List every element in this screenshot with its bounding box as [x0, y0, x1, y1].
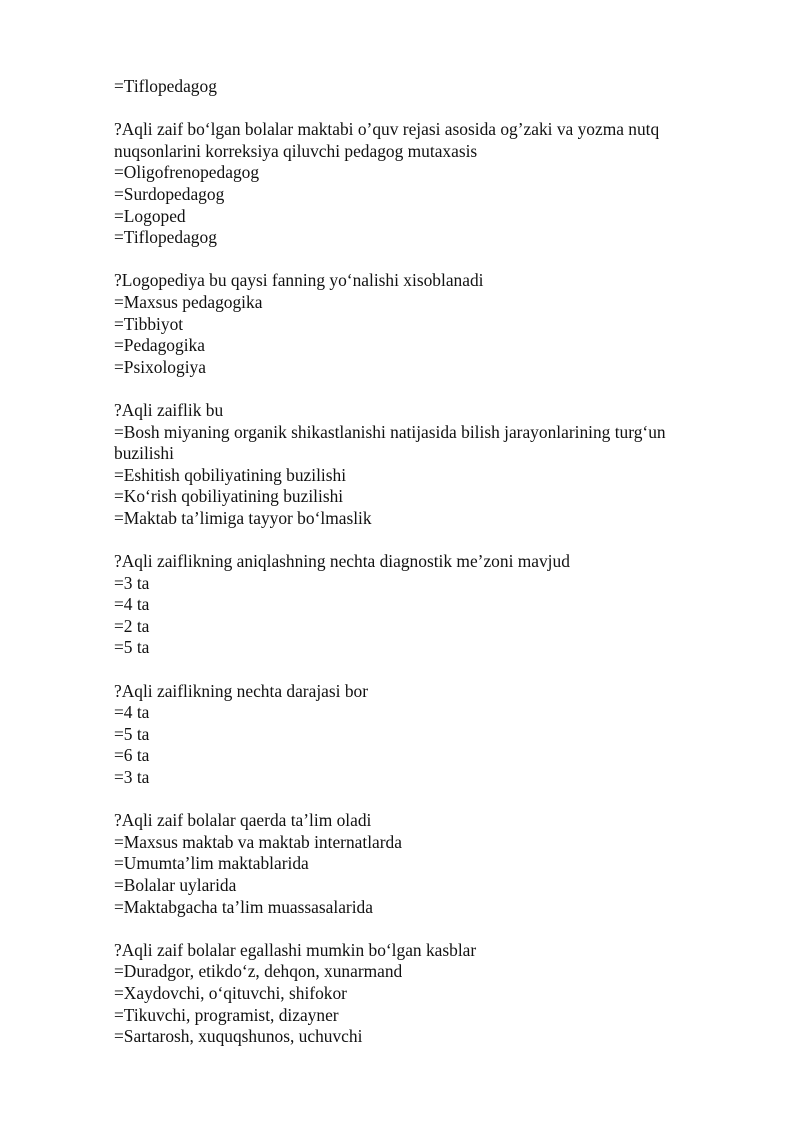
answer-option: =Tibbiyot [114, 313, 184, 334]
question-text: ?Aqli zaiflikning nechta darajasi bor [114, 680, 368, 701]
question-block [114, 681, 714, 789]
question-text: ?Aqli zaiflik bu [114, 399, 224, 420]
answer-option: =Bolalar uylarida [114, 874, 237, 895]
answer-option: =Maktab ta’limiga tayyor bo‘lmaslik [114, 507, 372, 528]
answer-option: =3 ta [114, 767, 150, 787]
answer-option: =4 ta [114, 594, 150, 615]
question-block [114, 270, 714, 378]
question-text: ?Aqli zaif bolalar qaerda ta’lim oladi [114, 810, 372, 831]
answer-option: =Oligofrenopedagog [114, 162, 260, 183]
question-block [114, 551, 714, 659]
question-text: ?Logopediya bu qaysi fanning yo‘nalishi xisoblanadi [114, 270, 484, 291]
answer-option: =5 ta [114, 723, 150, 744]
answer-option: =Psixologiya [114, 356, 206, 377]
answer-option: =Tiflopedagog [114, 227, 217, 248]
question-text: ?Aqli zaiflikning aniqlashning nechta diagnostik me’zoni mavjud [114, 551, 570, 572]
question-block [114, 400, 714, 530]
answer-option: =Duradgor, etikdo‘z, dehqon, xunarmand [114, 961, 403, 982]
answer-option: =Sartarosh, xuquqshunos, uchuvchi [114, 1026, 363, 1047]
answer-option: =5 ta [114, 637, 150, 658]
answer-option: =Maktabgacha ta’lim muassasalarida [114, 896, 373, 917]
question-block [114, 940, 714, 1048]
question-text: ?Aqli zaif bo‘lgan bolalar maktabi o’quv rejasi asosida og’zaki va yozma nutq nuqsonlarini korreksiya qiluvchi pedagog mutaxasis [114, 119, 660, 161]
question-block [114, 810, 714, 918]
question-block [114, 119, 714, 249]
answer-option: =3 ta [114, 572, 150, 593]
answer-option: =4 ta [114, 702, 150, 723]
answer-option: =2 ta [114, 615, 150, 636]
answer-option: =Umumta’lim maktablarida [114, 853, 309, 874]
intro-answer: =Tiflopedagog [114, 76, 217, 96]
answer-option: =Pedagogika [114, 335, 205, 356]
answer-option: =Ko‘rish qobiliyatining buzilishi [114, 486, 344, 507]
answer-option: =Eshitish qobiliyatining buzilishi [114, 464, 347, 485]
question-text: ?Aqli zaif bolalar egallashi mumkin bo‘lgan kasblar [114, 939, 477, 960]
answer-option: =Maxsus maktab va maktab internatlarda [114, 831, 402, 852]
answer-option: =Bosh miyaning organik shikastlanishi natijasida bilish jarayonlarining turg‘un buzilishi [114, 421, 666, 464]
answer-option: =Surdopedagog [114, 183, 225, 204]
answer-option: =Tikuvchi, programist, dizayner [114, 1004, 339, 1025]
document-page [114, 76, 714, 1048]
answer-option: =6 ta [114, 745, 150, 766]
answer-option: =Xaydovchi, o‘qituvchi, shifokor [114, 982, 347, 1003]
answer-option: =Maxsus pedagogika [114, 291, 263, 312]
answer-option: =Logoped [114, 205, 186, 226]
